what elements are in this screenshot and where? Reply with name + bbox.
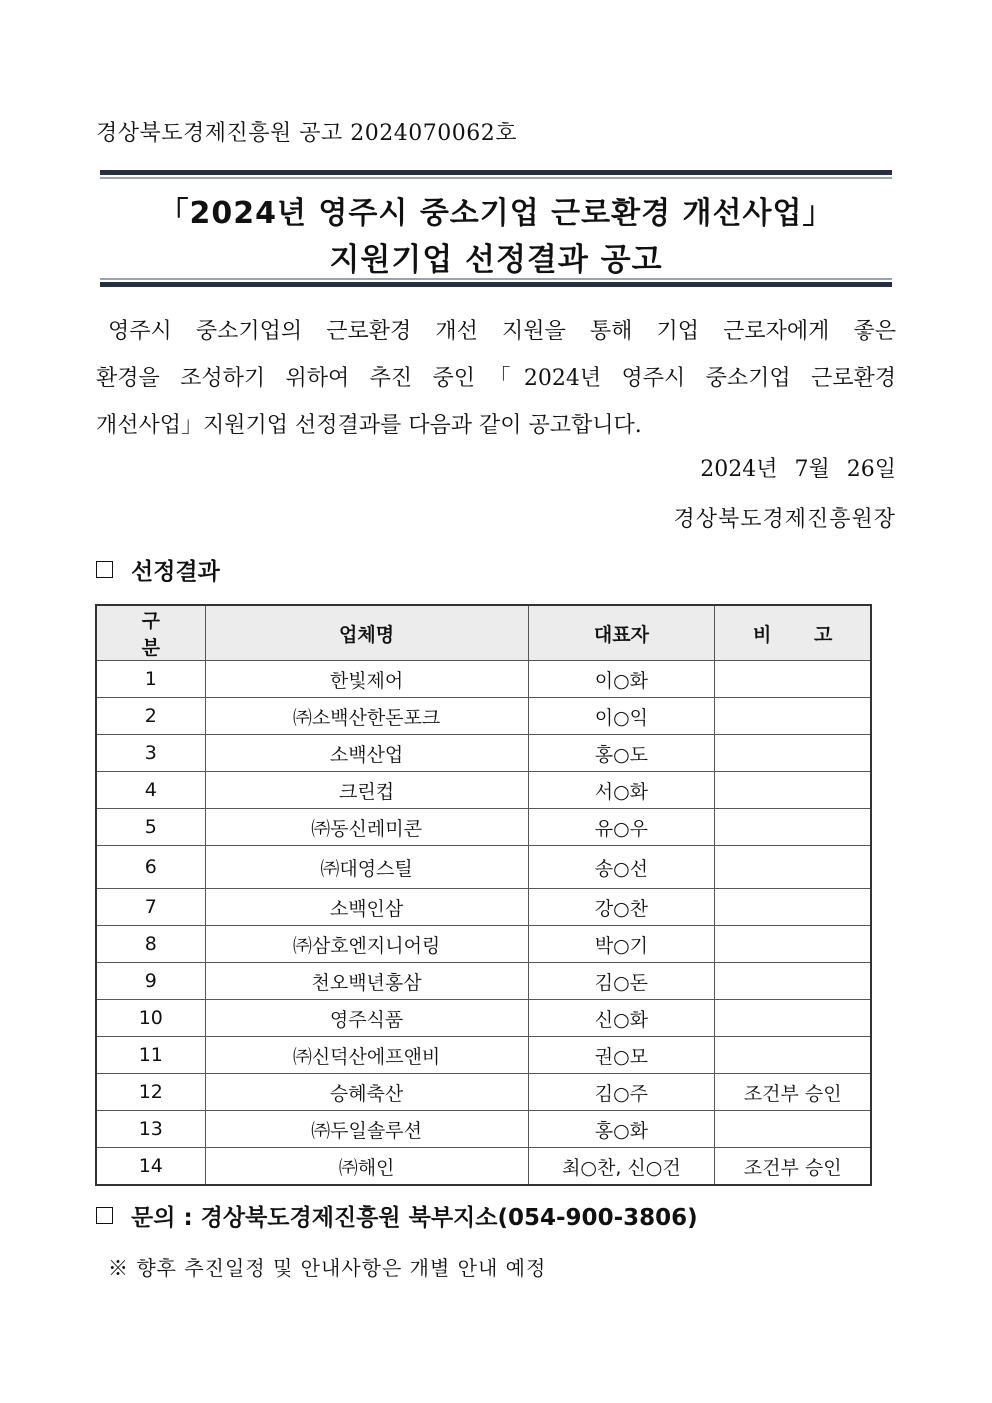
row-remarks	[715, 809, 871, 846]
section-contact-label: 문의 : 경상북도경제진흥원 북부지소(054-900-3806)	[131, 1205, 698, 1231]
row-index: 2	[96, 698, 205, 735]
table-row	[96, 661, 871, 698]
row-remarks	[715, 889, 871, 926]
body-paragraph-line3: 개선사업」지원기업 선정결과를 다음과 같이 공고합니다.	[96, 413, 642, 438]
row-remarks	[715, 926, 871, 963]
row-remarks	[715, 1037, 871, 1074]
row-company: ㈜대영스틸	[205, 846, 528, 889]
table-row	[96, 735, 871, 772]
row-index: 8	[96, 926, 205, 963]
row-index: 13	[96, 1111, 205, 1148]
row-company: ㈜삼호엔지니어링	[205, 926, 528, 963]
row-index: 10	[96, 1000, 205, 1037]
row-index: 1	[96, 661, 205, 698]
table-row	[96, 1037, 871, 1074]
row-representative: 송○선	[528, 846, 715, 889]
document-title-line2: 지원기업 선정결과 공고	[329, 242, 663, 278]
table-row	[96, 889, 871, 926]
row-company: ㈜해인	[205, 1148, 528, 1186]
table-row	[96, 698, 871, 735]
row-company: 영주식품	[205, 1000, 528, 1037]
document-title-line1: 「2024년 영주시 중소기업 근로환경 개선사업」	[158, 196, 834, 231]
row-company: ㈜두일솔루션	[205, 1111, 528, 1148]
row-representative: 홍○도	[528, 735, 715, 772]
row-remarks	[715, 735, 871, 772]
row-representative: 김○주	[528, 1074, 715, 1111]
row-index: 9	[96, 963, 205, 1000]
row-company: 천오백년홍삼	[205, 963, 528, 1000]
table-row	[96, 772, 871, 809]
table-row	[96, 926, 871, 963]
table-row	[96, 963, 871, 1000]
row-representative: 신○화	[528, 1000, 715, 1037]
announcement-date: 2024년 7월 26일	[700, 457, 896, 482]
title-rule-bottom-thin	[100, 278, 892, 280]
row-company: 소백산업	[205, 735, 528, 772]
row-company: 한빛제어	[205, 661, 528, 698]
header-remarks: 비 고	[715, 605, 871, 661]
title-rule-top	[100, 170, 892, 175]
row-representative: 최○찬, 신○건	[528, 1148, 715, 1186]
square-bullet-icon	[96, 561, 113, 578]
row-company: 소백인삼	[205, 889, 528, 926]
row-index: 14	[96, 1148, 205, 1186]
row-representative: 권○모	[528, 1037, 715, 1074]
row-remarks	[715, 772, 871, 809]
row-index: 12	[96, 1074, 205, 1111]
issuer-name: 경상북도경제진흥원장	[673, 507, 896, 532]
row-remarks: 조건부 승인	[715, 1148, 871, 1186]
section-results-heading	[96, 553, 220, 586]
table-row	[96, 809, 871, 846]
row-remarks	[715, 698, 871, 735]
row-remarks	[715, 846, 871, 889]
section-results-label: 선정결과	[131, 559, 220, 585]
row-remarks	[715, 963, 871, 1000]
row-index: 6	[96, 846, 205, 889]
row-company: ㈜소백산한돈포크	[205, 698, 528, 735]
body-paragraph-line1: 영주시 중소기업의 근로환경 개선 지원을 통해 기업 근로자에게 좋은	[108, 319, 896, 344]
table-row	[96, 1074, 871, 1111]
row-representative: 강○찬	[528, 889, 715, 926]
header-representative: 대표자	[528, 605, 715, 661]
table-row	[96, 1148, 871, 1186]
row-company: 크린컵	[205, 772, 528, 809]
row-representative: 박○기	[528, 926, 715, 963]
header-company: 업체명	[205, 605, 528, 661]
row-remarks	[715, 1000, 871, 1037]
table-row	[96, 1000, 871, 1037]
title-rule-top-thin	[100, 177, 892, 179]
table-row	[96, 1111, 871, 1148]
table-header-row	[96, 605, 871, 661]
row-remarks	[715, 1111, 871, 1148]
square-bullet-icon	[96, 1207, 113, 1224]
header-index: 구 분	[96, 605, 205, 661]
section-contact-heading	[96, 1199, 698, 1232]
row-index: 3	[96, 735, 205, 772]
results-table	[95, 604, 872, 1186]
row-representative: 홍○화	[528, 1111, 715, 1148]
row-representative: 김○돈	[528, 963, 715, 1000]
footnote: ※ 향후 추진일정 및 안내사항은 개별 안내 예정	[108, 1256, 547, 1280]
row-company: ㈜동신레미콘	[205, 809, 528, 846]
row-representative: 서○화	[528, 772, 715, 809]
row-index: 4	[96, 772, 205, 809]
notice-number: 경상북도경제진흥원 공고 2024070062호	[96, 121, 517, 146]
row-index: 5	[96, 809, 205, 846]
row-representative: 이○익	[528, 698, 715, 735]
row-representative: 이○화	[528, 661, 715, 698]
row-index: 7	[96, 889, 205, 926]
table-row	[96, 846, 871, 889]
row-representative: 유○우	[528, 809, 715, 846]
row-company: 승혜축산	[205, 1074, 528, 1111]
title-rule-bottom	[100, 282, 892, 287]
row-remarks	[715, 661, 871, 698]
row-company: ㈜신덕산에프앤비	[205, 1037, 528, 1074]
row-index: 11	[96, 1037, 205, 1074]
row-remarks: 조건부 승인	[715, 1074, 871, 1111]
body-paragraph-line2: 환경을 조성하기 위하여 추진 중인「2024년 영주시 중소기업 근로환경	[96, 366, 896, 391]
